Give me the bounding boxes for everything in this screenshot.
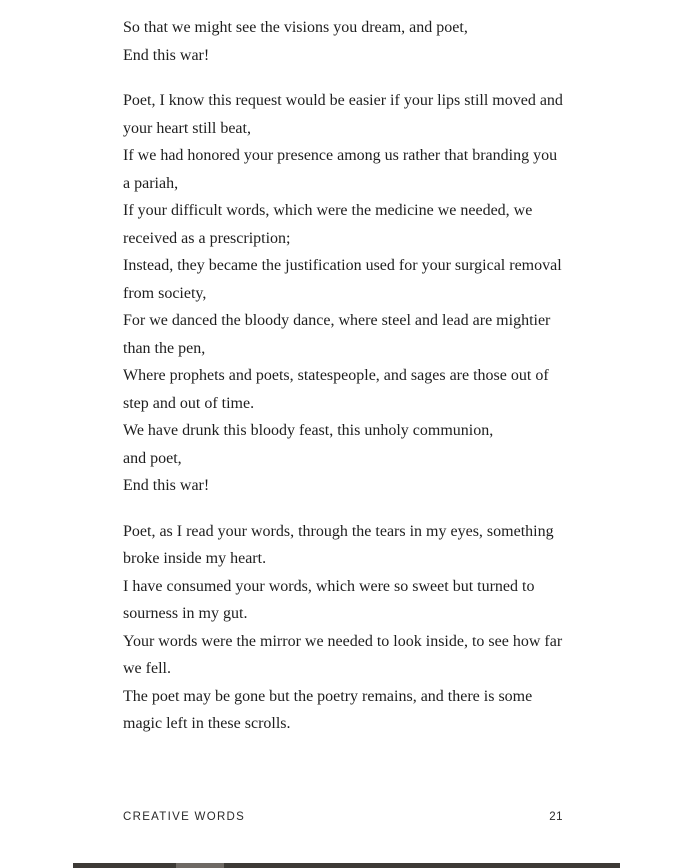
poem-line: Where prophets and poets, statespeople, and sages are those out of step and out of time. [123,367,549,412]
poem-line: Poet, I know this request would be easier if your lips still moved and your heart still beat, [123,92,563,137]
poem-line: Poet, as I read your words, through the tears in my eyes, something broke inside my heart. [123,522,554,567]
poem-line: I have consumed your words, which were so sweet but turned to sourness in my gut. [123,577,535,622]
poem-line: End this war! [123,46,210,64]
poem-line: If we had honored your presence among us rather that branding you a pariah, [123,147,558,192]
stanza-1 [123,14,568,69]
poem-body [123,14,568,738]
page-footer [123,811,563,823]
poem-line: For we danced the bloody dance, where steel and lead are mightier than the pen, [123,312,551,357]
poem-line: and poet, [123,449,182,467]
poem-line: End this war! [123,477,210,494]
footer-title: CREATIVE WORDS [123,811,246,823]
poem-line: We have drunk this bloody feast, this unholy communion, [123,422,494,439]
next-page-edge [73,863,620,868]
next-page-edge-highlight [176,863,224,868]
poem-line: So that we might see the visions you dream, and poet, [123,19,468,36]
stanza-2 [123,87,568,500]
page-number: 21 [549,811,563,823]
poem-line: The poet may be gone but the poetry remains, and there is some magic left in these scrolls. [123,687,533,732]
stanza-3 [123,518,568,738]
poem-line: Instead, they became the justification used for your surgical removal from society, [123,257,562,302]
poem-line: Your words were the mirror we needed to look inside, to see how far we fell. [123,632,563,677]
poem-line: If your difficult words, which were the medicine we needed, we received as a prescription; [123,202,533,247]
